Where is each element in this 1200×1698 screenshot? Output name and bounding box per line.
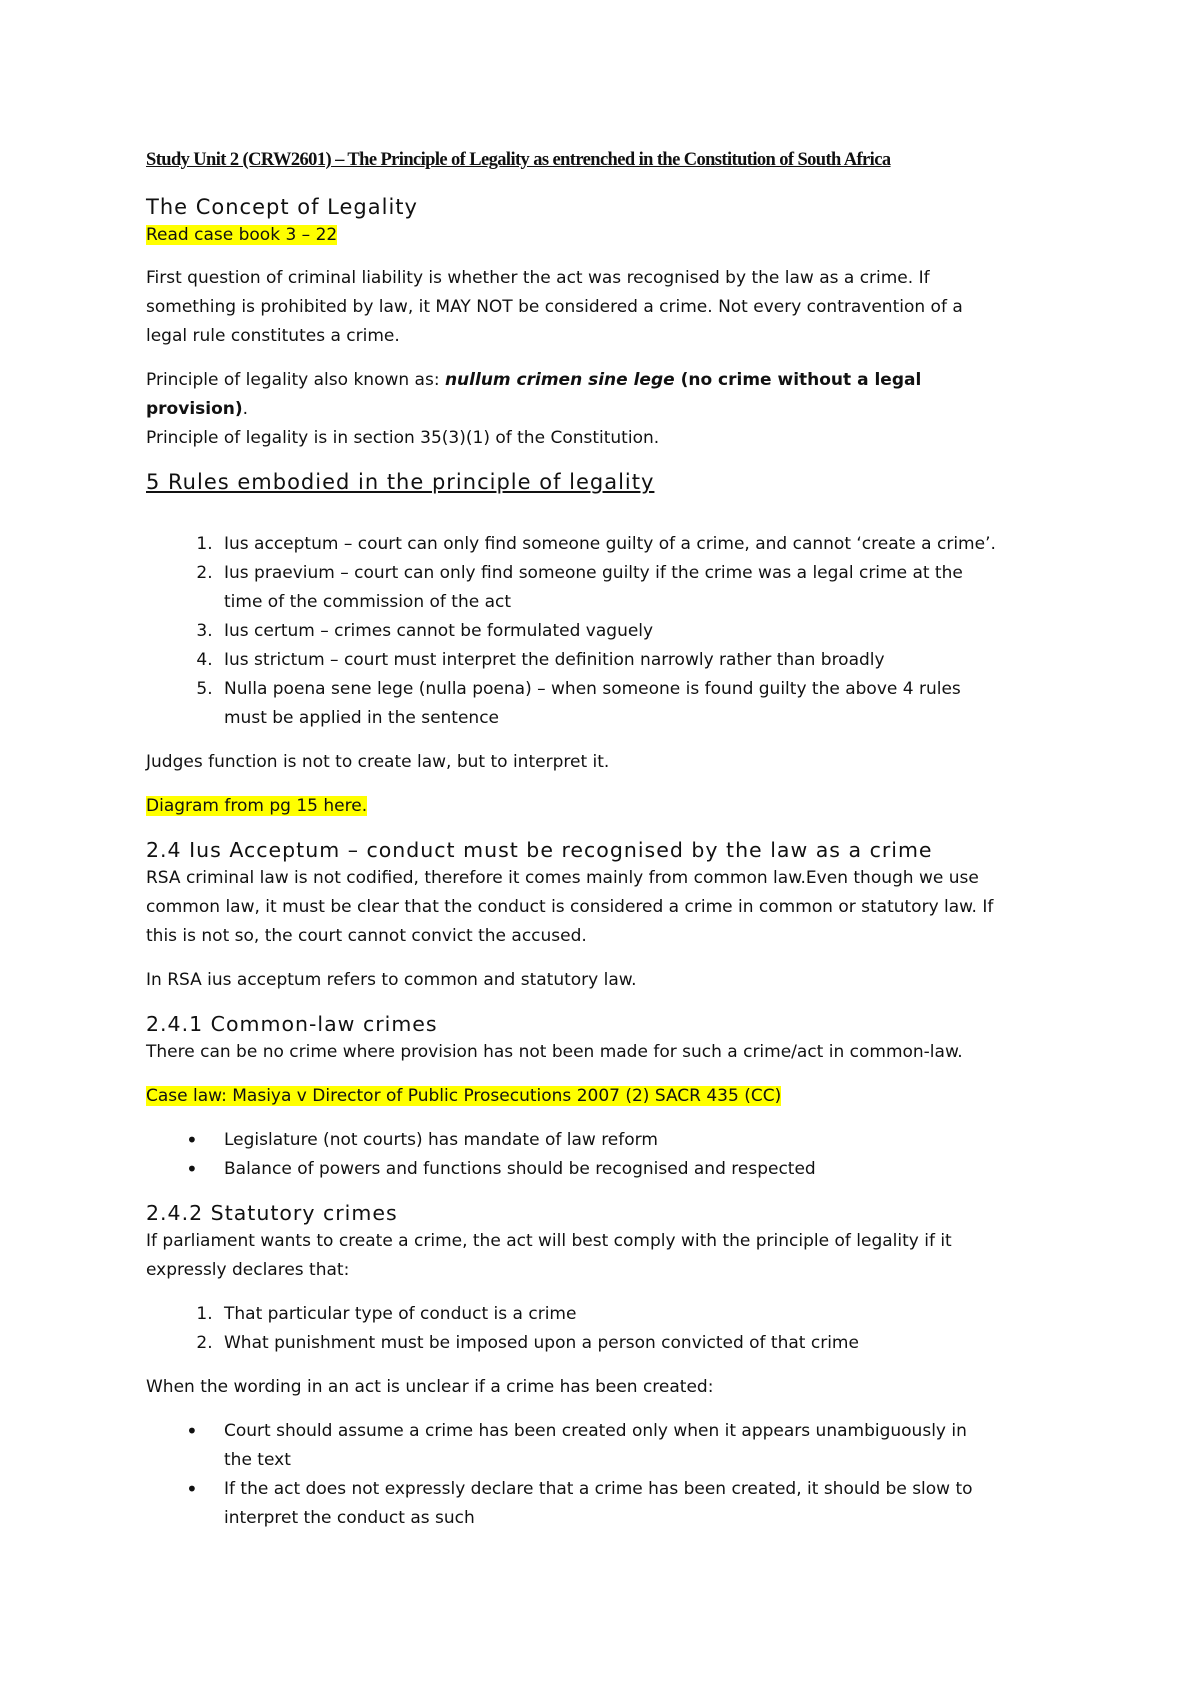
paragraph-parliament-create-crime: If parliament wants to create a crime, the act will best comply with the principle of legality if it expressly declares that: (146, 1231, 952, 1280)
list-item: • Legislature (not courts) has mandate of law reform (218, 1126, 1000, 1155)
statutory-list (146, 1300, 1000, 1358)
heading-concept-of-legality: The Concept of Legality (146, 195, 418, 219)
list-item: • Balance of powers and functions should be recognised and respected (218, 1155, 1000, 1184)
rule-item: 5. Nulla poena sene lege (nulla poena) – when someone is found guilty the above 4 rules must be applied in the sentence (218, 675, 1000, 733)
text-also-known-prefix: Principle of legality also known as: (146, 370, 445, 390)
list-item: 2. What punishment must be imposed upon a person convicted of that crime (218, 1329, 1000, 1358)
heading-ius-acceptum (146, 836, 1000, 864)
rule-item: 3. Ius certum – crimes cannot be formulated vaguely (218, 617, 1000, 646)
paragraph-criminal-liability: First question of criminal liability is whether the act was recognised by the law as a crime. If something is prohibited by law, it MAY NOT be considered a crime. Not every contravention of a legal rule constitutes a crime. (146, 268, 963, 346)
paragraph-rsa-ius-acceptum: In RSA ius acceptum refers to common and statutory law. (146, 970, 637, 990)
rules-list (146, 530, 1000, 733)
list-item: • If the act does not expressly declare that a crime has been created, it should be slow to interpret the conduct as such (218, 1475, 1000, 1533)
list-item: • Court should assume a crime has been created only when it appears unambiguously in the text (218, 1417, 1000, 1475)
text-period: . (242, 399, 249, 419)
heading-statutory-crimes: 2.4.2 Statutory crimes (146, 1201, 398, 1225)
heading-ius-acceptum-subtitle: – conduct must be recognised by the law as a crime (340, 838, 933, 862)
text-no-crime-without: (no crime without a legal provision) (146, 370, 922, 419)
paragraph-not-codified: RSA criminal law is not codified, therefore it comes mainly from common law.Even though we use common law, it must be clear that the conduct is considered a crime in common or statutory law. If this is not so, the court cannot convict the accused. (146, 868, 994, 946)
paragraph-also-known-as (146, 366, 1000, 424)
document-title: Study Unit 2 (CRW2601) – The Principle of Legality as entrenched in the Constitution of South Africa (146, 150, 891, 170)
rule-item: 4. Ius strictum – court must interpret the definition narrowly rather than broadly (218, 646, 1000, 675)
paragraph-section-35: Principle of legality is in section 35(3)(1) of the Constitution. (146, 428, 660, 448)
heading-five-rules: 5 Rules embodied in the principle of legality (146, 470, 655, 494)
heading-ius-acceptum-number: 2.4 Ius Acceptum (146, 838, 341, 862)
paragraph-judges-function: Judges function is not to create law, but to interpret it. (146, 752, 610, 772)
highlight-case-law-masiya: Case law: Masiya v Director of Public Prosecutions 2007 (2) SACR 435 (CC) (146, 1086, 782, 1106)
heading-common-law-crimes: 2.4.1 Common-law crimes (146, 1012, 438, 1036)
paragraph-no-crime-provision: There can be no crime where provision has not been made for such a crime/act in common-law. (146, 1042, 963, 1062)
paragraph-wording-unclear: When the wording in an act is unclear if a crime has been created: (146, 1377, 714, 1397)
rule-item: 2. Ius praevium – court can only find someone guilty if the crime was a legal crime at the time of the commission of the act (218, 559, 1000, 617)
text-nullum-crimen: nullum crimen sine lege (444, 370, 675, 390)
highlight-read-case-book: Read case book 3 – 22 (146, 225, 338, 245)
list-item: 1. That particular type of conduct is a crime (218, 1300, 1000, 1329)
common-law-bullets (146, 1126, 1000, 1184)
highlight-diagram-note: Diagram from pg 15 here. (146, 796, 368, 816)
rule-item: 1. Ius acceptum – court can only find someone guilty of a crime, and cannot ‘create a crime’. (218, 530, 1000, 559)
statutory-bullets (146, 1417, 1000, 1533)
